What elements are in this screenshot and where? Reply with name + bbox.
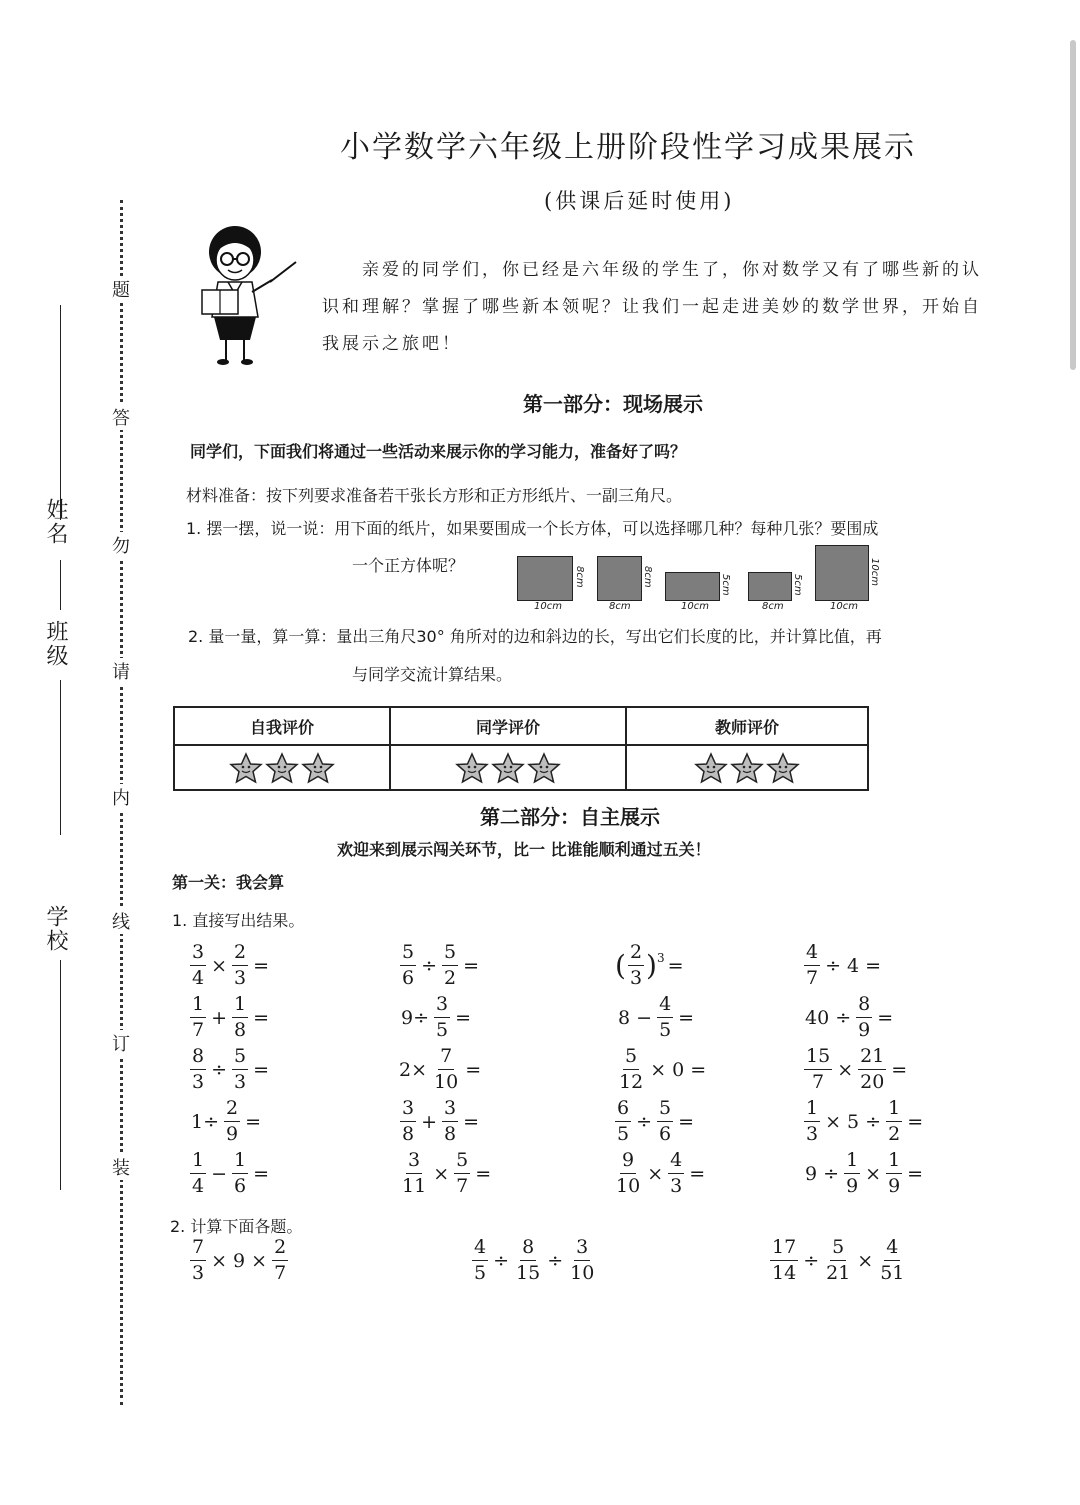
paper-width-label: 10cm	[830, 601, 858, 612]
seal-char: 装	[110, 1154, 132, 1180]
paper-height-label: 8cm	[574, 566, 585, 588]
math-problem: $\frac{3}{8}$ + $\frac{3}{8}$ =	[402, 1097, 480, 1145]
intro-paragraph: 亲爱的同学们，你已经是六年级的学生了，你对数学又有了哪些新的认识和理解？掌握了哪些新本领呢？让我们一起走进美妙的数学世界，开始自我展示之旅吧！	[322, 260, 982, 354]
smiley-star-icon[interactable]	[693, 752, 729, 784]
smiley-star-icon[interactable]	[729, 752, 765, 784]
math-problem: $\frac{3}{4}$ × $\frac{2}{3}$ =	[192, 941, 270, 989]
math-problem: $\frac{15}{7}$ × $\frac{21}{20}$ =	[806, 1045, 908, 1093]
level1-title: 第一关：我会算	[172, 873, 285, 892]
seal-char: 答	[110, 404, 132, 430]
smiley-star-icon[interactable]	[765, 752, 801, 784]
paper-width-label: 10cm	[534, 601, 562, 612]
math-problem: $\frac{9}{10}$ × $\frac{4}{3}$ =	[616, 1149, 706, 1197]
math-problem: 8 − $\frac{4}{5}$ =	[618, 993, 695, 1041]
calc-problem: $\frac{4}{5}$ ÷ $\frac{8}{15}$ ÷ $\frac{3}{10}$	[474, 1236, 595, 1284]
teacher-star-rating[interactable]	[626, 745, 868, 790]
smiley-star-icon[interactable]	[264, 752, 300, 784]
seal-char: 内	[110, 784, 132, 810]
math-problem: 9 ÷ $\frac{1}{9}$ × $\frac{1}{9}$ =	[805, 1149, 924, 1197]
paper-square	[597, 556, 642, 601]
paper-width-label: 8cm	[609, 601, 631, 612]
paper-height-label: 5cm	[792, 574, 803, 596]
smiley-star-icon[interactable]	[490, 752, 526, 784]
seal-char: 题	[110, 276, 132, 302]
seal-char: 勿	[110, 532, 132, 558]
question2-line2: 与同学交流计算结果。	[352, 665, 513, 684]
name-underline	[60, 305, 61, 520]
paper-rect	[748, 572, 792, 601]
math-problem: 40 ÷ $\frac{8}{9}$ =	[805, 993, 894, 1041]
math-problem: $\frac{1}{4}$ − $\frac{1}{6}$ =	[192, 1149, 270, 1197]
math-problem: $\frac{1}{3}$ × 5 ÷ $\frac{1}{2}$ =	[806, 1097, 924, 1145]
smiley-star-icon[interactable]	[300, 752, 336, 784]
seal-char: 请	[110, 658, 132, 684]
scrollbar[interactable]	[1070, 40, 1076, 370]
paper-height-label: 5cm	[720, 574, 731, 596]
paper-height-label: 10cm	[869, 558, 880, 586]
paper-square	[815, 545, 869, 601]
evaluation-table	[173, 706, 869, 791]
part1-title: 第一部分：现场展示	[523, 392, 703, 416]
part1-lead: 同学们，下面我们将通过一些活动来展示你的学习能力，准备好了吗？	[190, 442, 687, 461]
name-field-label: 姓名	[43, 498, 68, 546]
school-field-label: 学校	[43, 905, 68, 953]
calculate-prompt: 2. 计算下面各题。	[170, 1217, 303, 1236]
divider-line	[60, 560, 61, 610]
materials-text: 材料准备：按下列要求准备若干张长方形和正方形纸片、一副三角尺。	[186, 486, 683, 505]
calc-problem: $\frac{7}{3}$ × 9 × $\frac{2}{7}$	[192, 1236, 287, 1284]
teacher-illustration	[190, 222, 305, 370]
eval-header-self: 自我评价	[174, 707, 390, 745]
part2-lead: 欢迎来到展示闯关环节，比一 比谁能顺利通过五关！	[337, 840, 711, 859]
paper-height-label: 8cm	[642, 566, 653, 588]
smiley-star-icon[interactable]	[526, 752, 562, 784]
question1-line2: 一个正方体呢？	[352, 556, 465, 575]
calc-problem: $\frac{17}{14}$ ÷ $\frac{5}{21}$ × $\frac{4}{51}$	[772, 1236, 905, 1284]
class-underline	[60, 680, 61, 835]
paper-rect	[665, 572, 720, 601]
smiley-star-icon[interactable]	[454, 752, 490, 784]
question2-line1: 2. 量一量，算一算：量出三角尺30° 角所对的边和斜边的长，写出它们长度的比，并计算比值，再	[188, 627, 882, 646]
eval-header-peer: 同学评价	[390, 707, 626, 745]
math-problem: $\frac{8}{3}$ ÷ $\frac{5}{3}$ =	[192, 1045, 270, 1093]
paper-rect	[517, 556, 573, 601]
math-problem: 2× $\frac{7}{10}$ =	[399, 1045, 482, 1093]
page-subtitle: (供课后延时使用)	[544, 189, 735, 213]
school-underline	[60, 960, 61, 1190]
math-problem: $\frac{6}{5}$ ÷ $\frac{5}{6}$ =	[617, 1097, 695, 1145]
eval-header-teacher: 教师评价	[626, 707, 868, 745]
paper-width-label: 8cm	[762, 601, 784, 612]
math-problem: $\frac{3}{11}$ × $\frac{5}{7}$ =	[402, 1149, 492, 1197]
math-problem: $\frac{5}{6}$ ÷ $\frac{5}{2}$ =	[402, 941, 480, 989]
class-field-label: 班级	[43, 620, 68, 668]
peer-star-rating[interactable]	[390, 745, 626, 790]
math-problem: $\frac{5}{12}$ × 0 =	[619, 1045, 707, 1093]
seal-char: 订	[110, 1030, 132, 1056]
page-title: 小学数学六年级上册阶段性学习成果展示	[340, 130, 916, 165]
self-star-rating[interactable]	[174, 745, 390, 790]
part2-title: 第二部分：自主展示	[480, 805, 660, 829]
math-problem: 1÷ $\frac{2}{9}$ =	[191, 1097, 262, 1145]
smiley-star-icon[interactable]	[228, 752, 264, 784]
math-problem: ( $\frac{2}{3}$ ) 3 =	[615, 941, 684, 989]
math-problem: $\frac{1}{7}$ + $\frac{1}{8}$ =	[192, 993, 270, 1041]
paper-width-label: 10cm	[681, 601, 709, 612]
seal-char: 线	[110, 908, 132, 934]
question1-line1: 1. 摆一摆，说一说：用下面的纸片，如果要围成一个长方体，可以选择哪几种？每种几张？要围成	[186, 519, 879, 538]
math-problem: 9÷ $\frac{3}{5}$ =	[401, 993, 472, 1041]
direct-results-prompt: 1. 直接写出结果。	[172, 911, 305, 930]
math-problem: $\frac{4}{7}$ ÷ 4 =	[806, 941, 882, 989]
